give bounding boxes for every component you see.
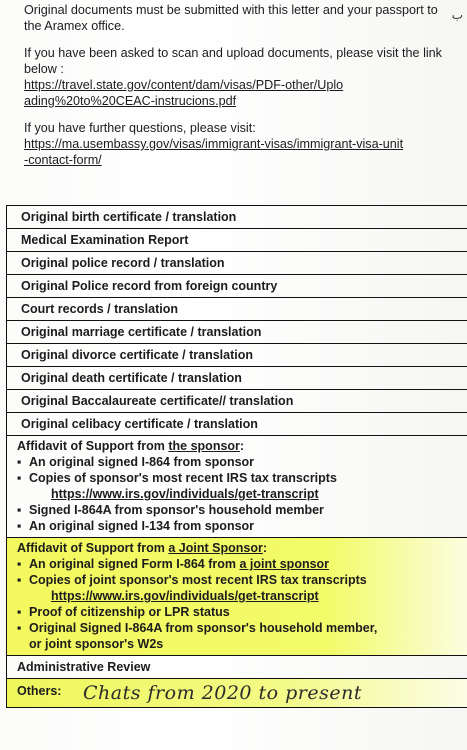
list-item: ▪ An original signed I-134 from sponsor: [17, 518, 462, 534]
list-item: ▪ Proof of citizenship or LPR status: [17, 604, 462, 620]
others-row: [6, 679, 467, 708]
intro-section: [24, 2, 454, 179]
affidavit-sponsor-heading: Affidavit of Support from the sponsor:: [17, 439, 245, 453]
list-item: ▪ An original signed Form I-864 from a joint sponsor: [17, 556, 462, 572]
row-medical-exam: Medical Examination Report: [6, 229, 467, 252]
row-police-record: Original police record / translation: [6, 252, 467, 275]
irs-transcript-link[interactable]: https://www.irs.gov/individuals/get-transcript: [51, 487, 319, 501]
intro-paragraph-upload: [24, 45, 454, 109]
affidavit-sponsor-list: [17, 454, 462, 486]
list-item: ▪ Original Signed I-864A from sponsor's household member, or joint sponsor's W2s: [17, 620, 462, 652]
row-foreign-police-record: Original Police record from foreign country: [6, 275, 467, 298]
affidavit-joint-sponsor-block: [6, 538, 467, 656]
intro-paragraph-questions: [24, 120, 454, 168]
affidavit-sponsor-list-cont: [17, 502, 462, 534]
upload-link[interactable]: https://travel.state.gov/content/dam/visas/PDF-other/Uploading%20to%20CEAC-instrucions.pdf: [24, 78, 344, 108]
list-item: ▪ Signed I-864A from sponsor's household member: [17, 502, 462, 518]
row-divorce-certificate: Original divorce certificate / translation: [6, 344, 467, 367]
irs-transcript-link-joint[interactable]: https://www.irs.gov/individuals/get-transcript: [51, 589, 319, 603]
upload-text: If you have been asked to scan and upload documents, please visit the link below :: [24, 46, 442, 76]
documents-checklist-table: [6, 205, 467, 708]
others-label: Others:: [17, 684, 62, 698]
row-baccalaureate-certificate: Original Baccalaureate certificate// translation: [6, 390, 467, 413]
handwritten-note: Chats from 2020 to present: [83, 682, 362, 704]
contact-form-link[interactable]: https://ma.usembassy.gov/visas/immigrant-visas/immigrant-visa-unit-contact-form/: [24, 137, 404, 167]
row-marriage-certificate: Original marriage certificate / translation: [6, 321, 467, 344]
affidavit-sponsor-block: [6, 436, 467, 538]
row-administrative-review: Administrative Review: [6, 656, 467, 679]
list-item: ▪ Copies of joint sponsor's most recent IRS tax transcripts: [17, 572, 462, 588]
row-birth-certificate: Original birth certificate / translation: [6, 206, 467, 229]
affidavit-joint-list: [17, 556, 462, 588]
corner-mark: ب: [451, 8, 463, 22]
list-item: ▪ An original signed I-864 from sponsor: [17, 454, 462, 470]
affidavit-joint-heading: Affidavit of Support from a Joint Sponsor:: [17, 541, 267, 555]
list-item: ▪ Copies of sponsor's most recent IRS tax transcripts: [17, 470, 462, 486]
intro-paragraph-aramex: Original documents must be submitted with this letter and your passport to the Aramex office.: [24, 3, 438, 33]
row-death-certificate: Original death certificate / translation: [6, 367, 467, 390]
row-court-records: Court records / translation: [6, 298, 467, 321]
affidavit-joint-list-cont: [17, 604, 462, 652]
questions-text: If you have further questions, please visit:: [24, 121, 256, 135]
row-celibacy-certificate: Original celibacy certificate / translation: [6, 413, 467, 436]
